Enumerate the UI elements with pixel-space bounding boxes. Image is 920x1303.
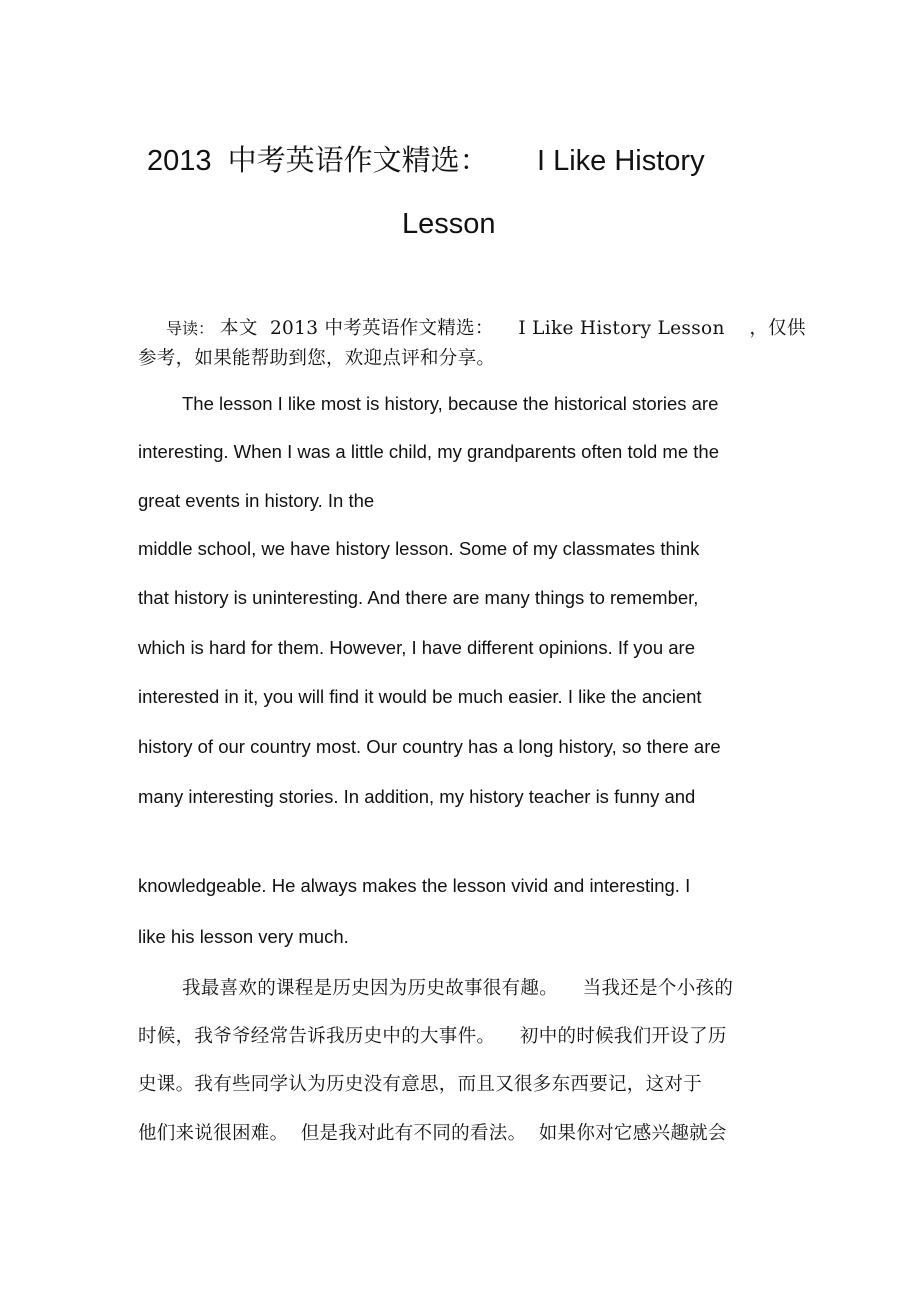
english-line: The lesson I like most is history, because the historical stories are xyxy=(182,393,719,414)
document-title-line-2: Lesson xyxy=(402,208,496,240)
intro-text: 本文 2013 中考英语作文精选： I Like History Lesson ，仅供 xyxy=(220,318,806,339)
intro-line-2: 参考，如果能帮助到您，欢迎点评和分享。 xyxy=(138,348,496,369)
chinese-line: 我最喜欢的课程是历史因为历史故事很有趣。 当我还是个小孩的 xyxy=(182,978,734,999)
english-line: which is hard for them. However, I have different opinions. If you are xyxy=(138,637,696,658)
english-line: knowledgeable. He always makes the lesson vivid and interesting. I xyxy=(138,875,691,896)
document-title-line-1: 2013 中考英语作文精选： I Like History xyxy=(147,145,705,177)
chinese-line: 时候，我爷爷经常告诉我历史中的大事件。 初中的时候我们开设了历 xyxy=(138,1026,727,1047)
english-line: that history is uninteresting. And there are many things to remember, xyxy=(138,587,699,608)
english-line: history of our country most. Our country has a long history, so there are xyxy=(138,736,721,757)
english-line: great events in history. In the xyxy=(138,490,375,511)
english-line: middle school, we have history lesson. Some of my classmates think xyxy=(138,538,700,559)
chinese-line: 他们来说很困难。 但是我对此有不同的看法。 如果你对它感兴趣就会 xyxy=(138,1123,727,1144)
english-line: like his lesson very much. xyxy=(138,926,349,947)
intro-label: 导读： xyxy=(166,319,215,338)
english-line: interesting. When I was a little child, my grandparents often told me the xyxy=(138,441,719,462)
english-line: many interesting stories. In addition, my history teacher is funny and xyxy=(138,786,696,807)
chinese-line: 史课。我有些同学认为历史没有意思，而且又很多东西要记，这对于 xyxy=(138,1074,703,1095)
english-line: interested in it, you will find it would be much easier. I like the ancient xyxy=(138,686,702,707)
